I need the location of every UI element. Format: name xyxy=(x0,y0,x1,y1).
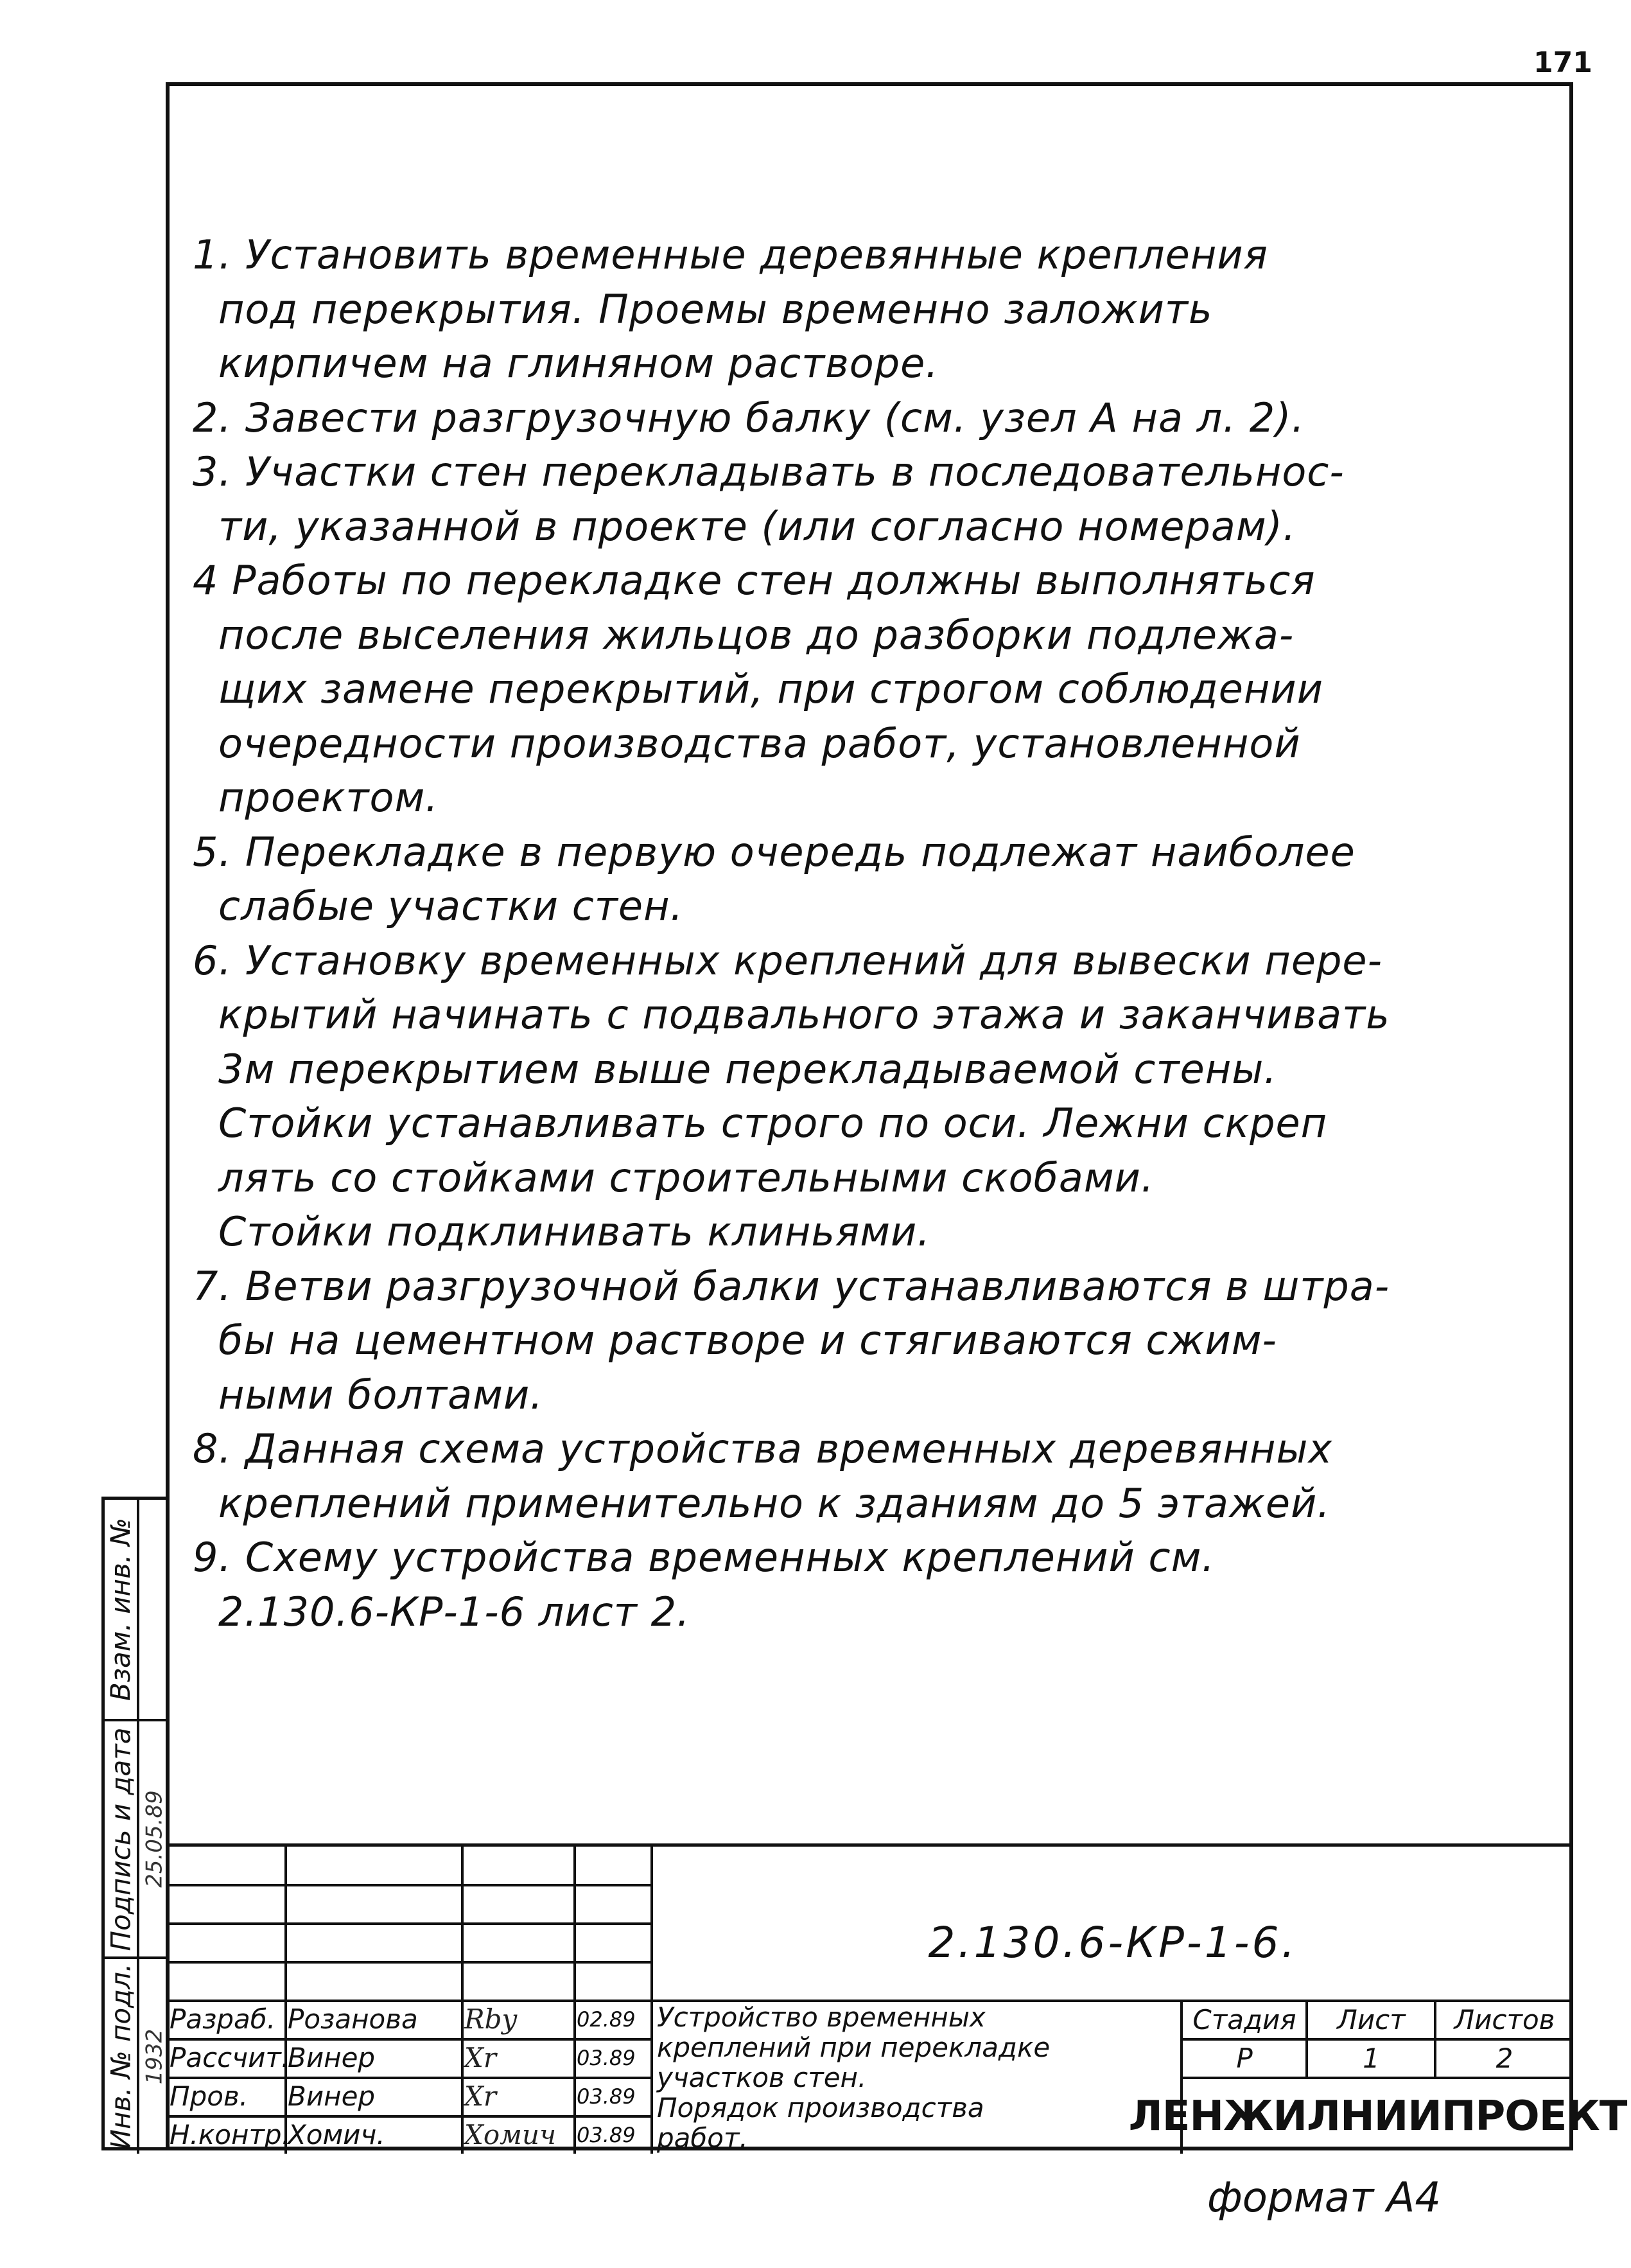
sheets-header: Листов xyxy=(1454,2004,1555,2035)
signature-row-name: Винер xyxy=(288,2080,376,2112)
note-item xyxy=(193,1422,1567,1531)
signature-row-role: Рассчит. xyxy=(170,2042,290,2073)
note-line: 1. Установить временные деревянные крепления xyxy=(193,231,1268,278)
note-line: лять со стойками строительными скобами. xyxy=(218,1154,1155,1201)
document-code: 2.130.6-КР-1-6. xyxy=(928,1917,1298,1967)
stage-header: Стадия xyxy=(1192,2004,1296,2035)
note-line: 5. Перекладке в первую очередь подлежат наиболее xyxy=(193,828,1356,875)
document-title-line: работ. xyxy=(657,2122,748,2154)
side-cell-replaces-inv xyxy=(105,1500,166,1721)
note-line: ными болтами. xyxy=(218,1371,543,1418)
note-line: 6. Установку временных креплений для вывески пере- xyxy=(193,936,1382,984)
document-title-line: Устройство временных xyxy=(657,2001,986,2033)
note-line: крытий начинать с подвального этажа и заканчивать xyxy=(218,991,1390,1038)
note-line: под перекрытия. Проемы временно заложить xyxy=(218,285,1213,333)
signature-row-signature: Xr xyxy=(464,2042,496,2073)
signature-row-role: Пров. xyxy=(170,2080,249,2112)
note-line: кирпичем на глиняном растворе. xyxy=(218,340,939,387)
signature-row-date: 03.89 xyxy=(577,2123,636,2147)
note-line: 7. Ветви разгрузочной балки устанавливаются в штра- xyxy=(193,1262,1390,1310)
side-label-inv-original: Инв. № подл. xyxy=(105,1963,137,2150)
note-line: 3м перекрытием выше перекладываемой стены. xyxy=(218,1045,1277,1093)
signature-row-date: 03.89 xyxy=(577,2046,636,2070)
note-line: щих замене перекрытий, при строгом соблюдении xyxy=(218,665,1323,712)
notes-list xyxy=(193,228,1567,1639)
side-stamp xyxy=(101,1497,166,2150)
note-item xyxy=(193,554,1567,825)
note-line: проектом. xyxy=(218,774,439,821)
side-inv-value: 1932 xyxy=(141,2028,168,2084)
document-title-line: участков стен. xyxy=(657,2062,867,2093)
signature-row-signature: Xr xyxy=(464,2080,496,2112)
note-item xyxy=(193,228,1567,391)
signature-row-name: Розанова xyxy=(288,2003,418,2035)
document-title xyxy=(657,2002,1177,2154)
note-item xyxy=(193,825,1567,934)
note-item xyxy=(193,391,1567,446)
stage-value: Р xyxy=(1236,2043,1253,2074)
note-line: 8. Данная схема устройства временных деревянных xyxy=(193,1425,1333,1472)
note-line: 4 Работы по перекладке стен должны выполняться xyxy=(193,557,1316,604)
note-line: Стойки устанавливать строго по оси. Лежни скреп xyxy=(218,1100,1328,1147)
document-title-line: Порядок производства xyxy=(657,2092,984,2123)
note-line: 2. Завести разгрузочную балку (см. узел А на л. 2). xyxy=(193,394,1305,441)
note-line: слабые участки стен. xyxy=(218,883,684,929)
note-item xyxy=(193,1260,1567,1423)
signature-row-role: Н.контр. xyxy=(170,2119,290,2150)
note-line: после выселения жильцов до разборки подлежа- xyxy=(218,611,1295,658)
note-line: очередности производства работ, установленной xyxy=(218,719,1301,767)
note-line: Стойки подклинивать клиньями. xyxy=(218,1208,931,1255)
sheet-value: 1 xyxy=(1363,2043,1380,2074)
sheet-header: Лист xyxy=(1337,2004,1406,2035)
side-label-replaces-inv: Взам. инв. № xyxy=(105,1517,137,1701)
signature-row-date: 02.89 xyxy=(577,2007,636,2032)
note-item xyxy=(193,445,1567,554)
sheet-number: 171 xyxy=(1533,46,1592,79)
note-line: 9. Схему устройства временных креплений см. xyxy=(193,1534,1216,1581)
note-line: креплений применительно к зданиям до 5 этажей. xyxy=(218,1479,1331,1527)
note-line: 2.130.6-КР-1-6 лист 2. xyxy=(218,1588,690,1635)
note-line: 3. Участки стен перекладывать в последовательнос- xyxy=(193,448,1345,495)
signature-row-name: Винер xyxy=(288,2042,376,2073)
side-label-signature-date: Подпись и дата xyxy=(105,1727,137,1951)
sheets-value: 2 xyxy=(1496,2043,1513,2074)
signature-row-role: Разраб. xyxy=(170,2003,276,2035)
signature-row-date: 03.89 xyxy=(577,2084,636,2109)
signature-row-name: Хомич. xyxy=(288,2119,385,2150)
document-title-line: креплений при перекладке xyxy=(657,2032,1051,2063)
organization-name: ЛЕНЖИЛНИИПРОЕКТ xyxy=(1128,2093,1627,2140)
note-item xyxy=(193,1531,1567,1639)
note-item xyxy=(193,934,1567,1260)
signature-row-signature: Rby xyxy=(464,2003,518,2035)
note-line: бы на цементном растворе и стягиваются сжим- xyxy=(218,1317,1277,1364)
side-cell-signature-date xyxy=(105,1721,166,1959)
side-date-value: 25.05.89 xyxy=(141,1790,168,1888)
title-block xyxy=(166,1843,1627,2154)
side-cell-inv-original xyxy=(105,1959,166,2154)
format-label: формат А4 xyxy=(1207,2174,1442,2222)
note-line: ти, указанной в проекте (или согласно номерам). xyxy=(218,502,1296,550)
signature-row-signature: Хомич xyxy=(464,2119,557,2150)
